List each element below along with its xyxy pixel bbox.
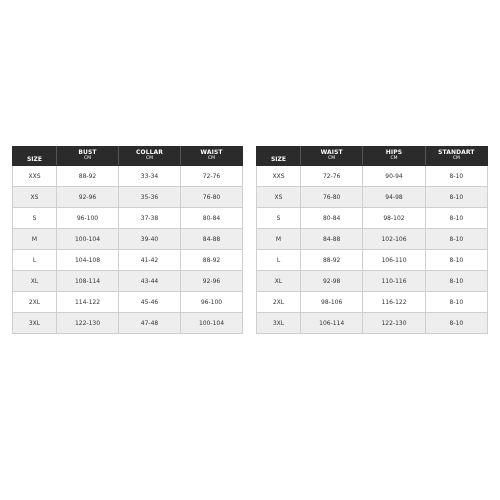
- table-row: [13, 187, 243, 208]
- header-label: BUST: [78, 149, 97, 157]
- waist-cell: 88-92: [301, 250, 363, 271]
- bust-cell: 96-100: [57, 208, 119, 229]
- waist-cell: 76-80: [301, 187, 363, 208]
- waist-cell: 96-100: [181, 292, 243, 313]
- table-row: [13, 229, 243, 250]
- header-hips: [363, 147, 425, 166]
- collar-cell: 35-36: [119, 187, 181, 208]
- table-row: [13, 271, 243, 292]
- waist-cell: 80-84: [301, 208, 363, 229]
- header-label: WAIST: [320, 149, 343, 157]
- table-row: [257, 250, 488, 271]
- size-cell: L: [257, 250, 301, 271]
- size-chart-table-left: [12, 146, 243, 334]
- header-label: SIZE: [26, 156, 42, 163]
- header-label: WAIST: [200, 149, 223, 157]
- size-cell: 2XL: [13, 292, 57, 313]
- size-cell: XXS: [13, 166, 57, 187]
- waist-cell: 84-88: [181, 229, 243, 250]
- header-unit: CM: [390, 156, 398, 162]
- table-row: [257, 208, 488, 229]
- standart-cell: 8-10: [425, 208, 487, 229]
- table-row: [13, 250, 243, 271]
- standart-cell: 8-10: [425, 313, 487, 334]
- table-header-row: [13, 147, 243, 166]
- standart-cell: 8-10: [425, 250, 487, 271]
- size-cell: XL: [13, 271, 57, 292]
- waist-cell: 80-84: [181, 208, 243, 229]
- table-row: [13, 292, 243, 313]
- table-header-row: [257, 147, 488, 166]
- size-cell: XL: [257, 271, 301, 292]
- size-cell: 2XL: [257, 292, 301, 313]
- bust-cell: 100-104: [57, 229, 119, 250]
- collar-cell: 37-38: [119, 208, 181, 229]
- size-cell: L: [13, 250, 57, 271]
- header-size: [13, 147, 57, 166]
- collar-cell: 47-48: [119, 313, 181, 334]
- waist-cell: 92-98: [301, 271, 363, 292]
- waist-cell: 84-88: [301, 229, 363, 250]
- size-chart-table-right: [256, 146, 488, 334]
- waist-cell: 76-80: [181, 187, 243, 208]
- collar-cell: 41-42: [119, 250, 181, 271]
- header-bust: [57, 147, 119, 166]
- table-row: [257, 292, 488, 313]
- table-row: [13, 208, 243, 229]
- size-cell: XXS: [257, 166, 301, 187]
- hips-cell: 106-110: [363, 250, 425, 271]
- header-label: COLLAR: [135, 149, 163, 157]
- waist-cell: 106-114: [301, 313, 363, 334]
- size-cell: M: [13, 229, 57, 250]
- table-row: [257, 187, 488, 208]
- table-row: [257, 166, 488, 187]
- standart-cell: 8-10: [425, 271, 487, 292]
- size-cell: XS: [257, 187, 301, 208]
- size-cell: XS: [13, 187, 57, 208]
- size-cell: 3XL: [257, 313, 301, 334]
- waist-cell: 72-76: [181, 166, 243, 187]
- header-standart: [425, 147, 487, 166]
- hips-cell: 122-130: [363, 313, 425, 334]
- bust-cell: 114-122: [57, 292, 119, 313]
- header-waist: [181, 147, 243, 166]
- standart-cell: 8-10: [425, 187, 487, 208]
- size-cell: S: [257, 208, 301, 229]
- bust-cell: 122-130: [57, 313, 119, 334]
- waist-cell: 92-96: [181, 271, 243, 292]
- hips-cell: 110-116: [363, 271, 425, 292]
- collar-cell: 43-44: [119, 271, 181, 292]
- header-unit: CM: [145, 156, 154, 162]
- hips-cell: 94-98: [363, 187, 425, 208]
- collar-cell: 33-34: [119, 166, 181, 187]
- header-label: SIZE: [270, 156, 286, 163]
- table-row: [257, 313, 488, 334]
- waist-cell: 98-106: [301, 292, 363, 313]
- standart-cell: 8-10: [425, 292, 487, 313]
- header-collar: [119, 147, 181, 166]
- header-unit: CM: [328, 156, 336, 162]
- collar-cell: 39-40: [119, 229, 181, 250]
- header-label: STANDART: [438, 149, 475, 157]
- bust-cell: 88-92: [57, 166, 119, 187]
- header-waist: [301, 147, 363, 166]
- table-row: [257, 229, 488, 250]
- size-cell: 3XL: [13, 313, 57, 334]
- hips-cell: 116-122: [363, 292, 425, 313]
- bust-cell: 92-96: [57, 187, 119, 208]
- size-cell: M: [257, 229, 301, 250]
- bust-cell: 104-108: [57, 250, 119, 271]
- hips-cell: 102-106: [363, 229, 425, 250]
- standart-cell: 8-10: [425, 229, 487, 250]
- standart-cell: 8-10: [425, 166, 487, 187]
- size-cell: S: [13, 208, 57, 229]
- header-unit: CM: [83, 156, 92, 162]
- waist-cell: 72-76: [301, 166, 363, 187]
- collar-cell: 45-46: [119, 292, 181, 313]
- header-unit: CM: [452, 156, 460, 162]
- header-unit: CM: [207, 156, 216, 162]
- waist-cell: 88-92: [181, 250, 243, 271]
- header-label: HIPS: [385, 149, 403, 157]
- header-size: [257, 147, 301, 166]
- table-row: [257, 271, 488, 292]
- waist-cell: 100-104: [181, 313, 243, 334]
- table-row: [13, 313, 243, 334]
- bust-cell: 108-114: [57, 271, 119, 292]
- hips-cell: 98-102: [363, 208, 425, 229]
- hips-cell: 90-94: [363, 166, 425, 187]
- table-row: [13, 166, 243, 187]
